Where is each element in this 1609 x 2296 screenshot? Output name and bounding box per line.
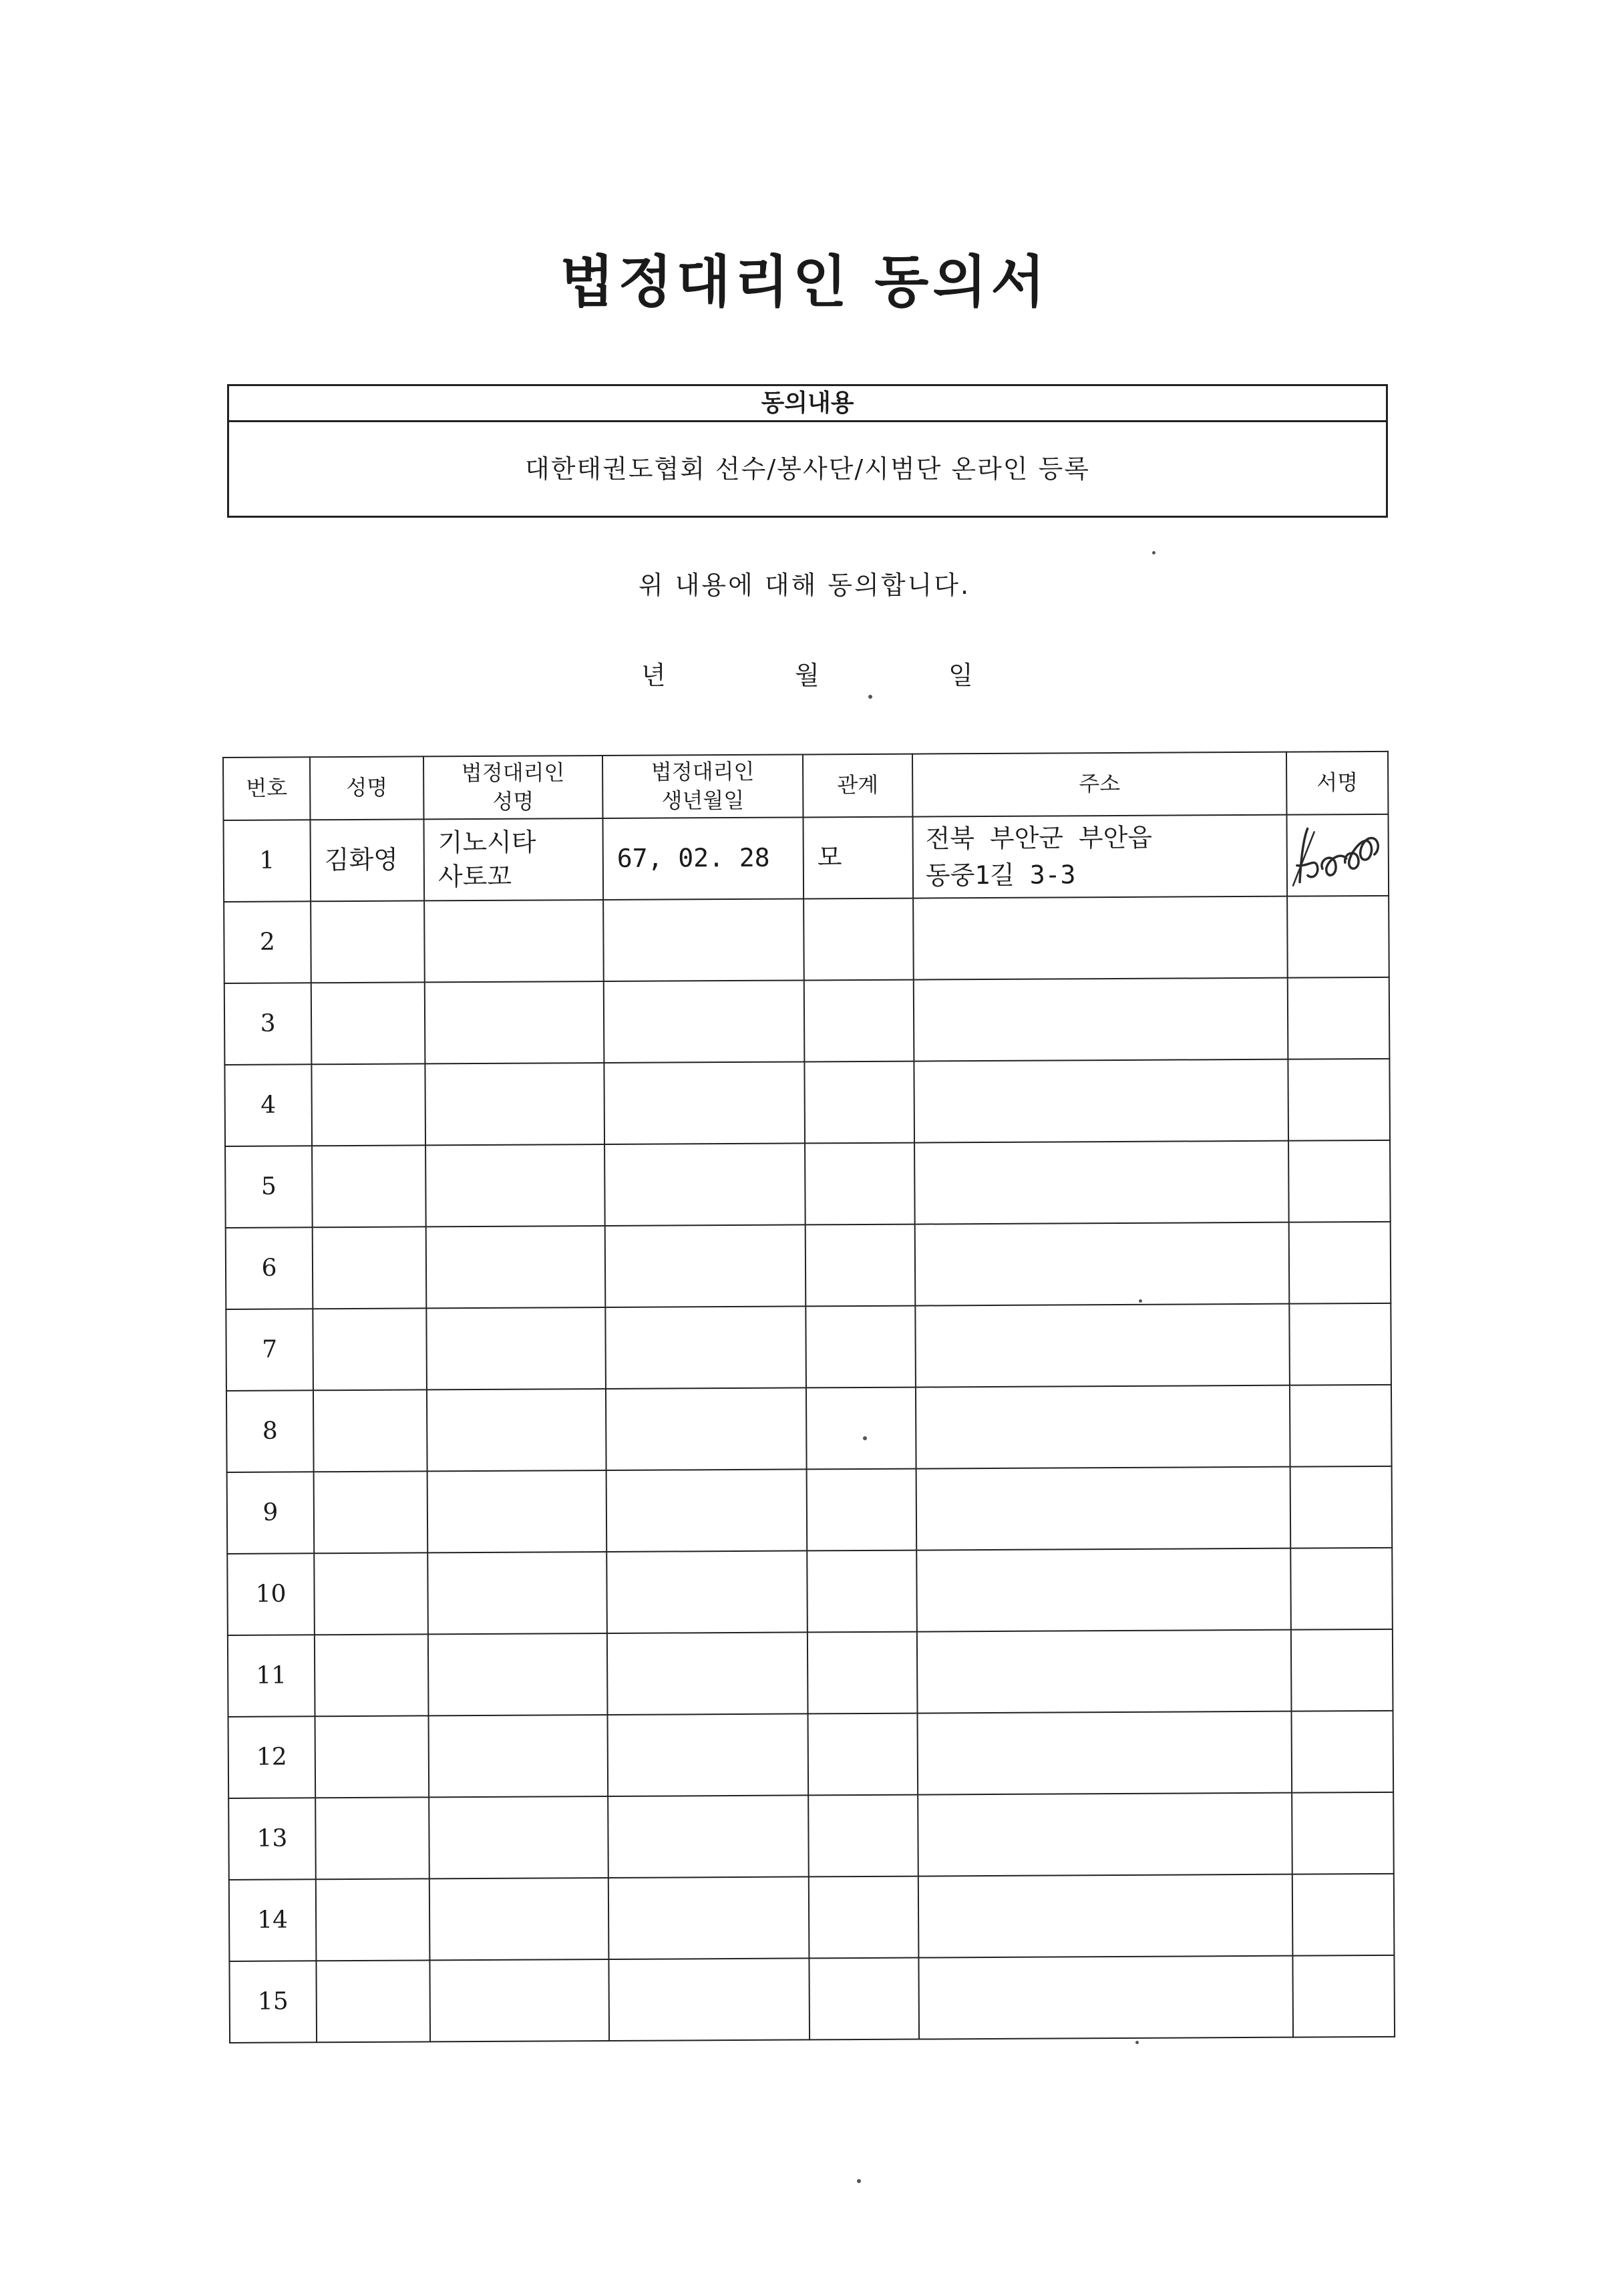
row-number-cell: 5 bbox=[225, 1146, 313, 1228]
handwritten-signature bbox=[1288, 818, 1389, 892]
table-row bbox=[228, 1711, 1394, 1798]
table-row bbox=[227, 1466, 1393, 1554]
name-cell bbox=[313, 1226, 427, 1309]
guardian-birth-cell bbox=[606, 1469, 808, 1552]
guardian-name-cell bbox=[429, 1878, 609, 1960]
guardian-birth-cell bbox=[608, 1795, 809, 1878]
row-number-cell: 12 bbox=[228, 1716, 316, 1798]
guardian-birth-cell bbox=[606, 1550, 808, 1633]
signature-cell bbox=[1292, 1792, 1394, 1874]
guardian-name-cell bbox=[429, 1959, 609, 2041]
scan-speck bbox=[868, 695, 872, 699]
guardian-birth-cell bbox=[604, 1061, 805, 1144]
guardian-birth-cell bbox=[605, 1224, 806, 1307]
signature-cell bbox=[1290, 1466, 1393, 1548]
row-number-cell: 13 bbox=[228, 1798, 316, 1880]
guardian-roster-table bbox=[222, 751, 1395, 2043]
address-cell bbox=[914, 978, 1288, 1061]
header-signature: 서명 bbox=[1286, 752, 1388, 815]
address-cell bbox=[915, 1222, 1290, 1306]
signature-cell bbox=[1286, 814, 1389, 896]
table-row bbox=[224, 1059, 1390, 1146]
signature-cell bbox=[1290, 1548, 1393, 1630]
relation-cell bbox=[809, 1958, 919, 2040]
scan-speck bbox=[1135, 2041, 1139, 2044]
name-cell bbox=[315, 1715, 429, 1798]
row-number-cell: 2 bbox=[224, 901, 311, 983]
name-cell bbox=[312, 1145, 426, 1227]
table-row bbox=[226, 1385, 1392, 1472]
signature-cell bbox=[1288, 977, 1390, 1059]
address-cell bbox=[915, 1304, 1290, 1387]
scan-speck bbox=[857, 2179, 861, 2183]
header-guardian-name: 법정대리인 성명 bbox=[423, 756, 602, 819]
relation-cell bbox=[806, 1224, 916, 1307]
table-row bbox=[228, 1792, 1394, 1880]
relation-cell: 모 bbox=[803, 817, 913, 899]
date-year-label: 년 bbox=[641, 661, 666, 690]
table-row bbox=[224, 977, 1390, 1065]
table-header-row bbox=[223, 752, 1388, 820]
table-row bbox=[225, 1140, 1391, 1228]
guardian-name-cell bbox=[425, 1063, 604, 1145]
signature-cell bbox=[1288, 1140, 1391, 1222]
signature-cell bbox=[1292, 1955, 1395, 2037]
address-cell bbox=[916, 1467, 1291, 1550]
table-row bbox=[228, 1629, 1393, 1717]
agree-statement: 위 내용에 대해 동의합니다. bbox=[638, 570, 971, 600]
row-number-cell: 3 bbox=[224, 983, 312, 1065]
document-title: 법정대리인 동의서 bbox=[560, 249, 1049, 315]
guardian-name-cell bbox=[427, 1470, 607, 1552]
relation-cell bbox=[808, 1632, 918, 1714]
row-number-cell: 14 bbox=[229, 1879, 317, 1961]
guardian-name-cell bbox=[427, 1389, 606, 1471]
guardian-name-cell bbox=[427, 1552, 607, 1634]
signature-cell bbox=[1291, 1629, 1393, 1711]
signature-cell bbox=[1292, 1711, 1394, 1793]
header-number: 번호 bbox=[223, 757, 310, 820]
guardian-birth-cell: 67, 02. 28 bbox=[602, 817, 803, 900]
relation-cell bbox=[804, 980, 914, 1062]
signature-cell bbox=[1289, 1303, 1391, 1385]
header-relation: 관계 bbox=[803, 754, 912, 818]
signature-cell bbox=[1290, 1385, 1392, 1467]
name-cell: 김화영 bbox=[310, 819, 424, 901]
signature-cell bbox=[1289, 1222, 1391, 1304]
name-cell bbox=[313, 1308, 427, 1390]
row-number-cell: 1 bbox=[223, 820, 311, 902]
row-number-cell: 6 bbox=[226, 1227, 313, 1309]
name-cell bbox=[311, 982, 425, 1064]
relation-cell bbox=[807, 1469, 917, 1551]
guardian-birth-cell bbox=[603, 898, 804, 981]
guardian-birth-cell bbox=[608, 1958, 810, 2041]
relation-cell bbox=[806, 1306, 916, 1388]
table-row bbox=[224, 896, 1389, 983]
address-cell bbox=[918, 1956, 1293, 2039]
name-cell bbox=[313, 1389, 427, 1472]
relation-cell bbox=[806, 1387, 916, 1470]
table-body bbox=[223, 814, 1395, 2043]
row-number-cell: 9 bbox=[227, 1472, 315, 1554]
table-row bbox=[227, 1548, 1393, 1635]
guardian-name-cell: 기노시타 사토꼬 bbox=[423, 818, 603, 900]
name-cell bbox=[314, 1552, 428, 1635]
address-cell bbox=[918, 1711, 1292, 1795]
header-address: 주소 bbox=[912, 752, 1286, 817]
table-row bbox=[229, 1955, 1395, 2043]
guardian-birth-cell bbox=[608, 1876, 810, 1959]
row-number-cell: 10 bbox=[227, 1553, 315, 1635]
consent-content-box bbox=[227, 384, 1388, 518]
row-number-cell: 15 bbox=[229, 1961, 317, 2043]
date-month-label: 월 bbox=[795, 661, 820, 690]
guardian-birth-cell bbox=[608, 1713, 809, 1796]
row-number-cell: 7 bbox=[226, 1309, 313, 1391]
guardian-birth-cell bbox=[604, 980, 805, 1063]
row-number-cell: 4 bbox=[224, 1064, 312, 1146]
table-row bbox=[229, 1874, 1395, 1961]
consent-header: 동의내용 bbox=[229, 386, 1386, 422]
name-cell bbox=[311, 900, 425, 983]
date-day-label: 일 bbox=[948, 661, 973, 690]
address-cell: 전북 부안군 부안읍 동중1길 3-3 bbox=[912, 815, 1287, 898]
address-cell bbox=[917, 1630, 1292, 1713]
signature-cell bbox=[1287, 896, 1389, 978]
name-cell bbox=[315, 1797, 429, 1879]
scan-speck bbox=[863, 1436, 867, 1440]
address-cell bbox=[918, 1793, 1292, 1876]
header-name: 성명 bbox=[310, 756, 423, 820]
address-cell bbox=[916, 1548, 1291, 1632]
relation-cell bbox=[803, 898, 914, 981]
address-cell bbox=[916, 1385, 1290, 1469]
guardian-birth-cell bbox=[607, 1632, 808, 1715]
address-cell bbox=[914, 1059, 1288, 1143]
guardian-name-cell bbox=[424, 900, 604, 982]
address-cell bbox=[918, 1874, 1293, 1958]
table-row bbox=[223, 814, 1389, 902]
header-guardian-birth: 법정대리인 생년월일 bbox=[602, 754, 803, 818]
guardian-name-cell bbox=[426, 1307, 606, 1389]
guardian-birth-cell bbox=[606, 1387, 807, 1470]
relation-cell bbox=[808, 1795, 918, 1877]
row-number-cell: 11 bbox=[228, 1635, 315, 1717]
guardian-name-cell bbox=[425, 1144, 605, 1226]
guardian-name-cell bbox=[425, 981, 604, 1063]
signature-cell bbox=[1288, 1059, 1390, 1141]
scan-speck bbox=[1152, 551, 1155, 554]
guardian-name-cell bbox=[429, 1715, 608, 1797]
table-row bbox=[226, 1303, 1391, 1391]
address-cell bbox=[913, 896, 1288, 980]
guardian-name-cell bbox=[428, 1633, 608, 1715]
guardian-name-cell bbox=[426, 1226, 606, 1308]
name-cell bbox=[315, 1634, 429, 1716]
relation-cell bbox=[804, 1061, 914, 1144]
name-cell bbox=[311, 1063, 425, 1146]
scan-speck bbox=[1139, 1299, 1142, 1303]
table-row bbox=[226, 1222, 1391, 1309]
name-cell bbox=[316, 1960, 430, 2042]
address-cell bbox=[914, 1141, 1289, 1224]
relation-cell bbox=[805, 1143, 915, 1225]
guardian-name-cell bbox=[429, 1796, 608, 1878]
consent-body: 대한태권도협회 선수/봉사단/시범단 온라인 등록 bbox=[524, 454, 1090, 484]
guardian-birth-cell bbox=[604, 1143, 806, 1226]
relation-cell bbox=[808, 1713, 918, 1796]
name-cell bbox=[316, 1878, 430, 1961]
signature-cell bbox=[1292, 1874, 1395, 1956]
row-number-cell: 8 bbox=[226, 1390, 314, 1472]
name-cell bbox=[314, 1471, 428, 1553]
guardian-birth-cell bbox=[605, 1306, 806, 1389]
relation-cell bbox=[807, 1550, 917, 1633]
relation-cell bbox=[809, 1876, 919, 1959]
